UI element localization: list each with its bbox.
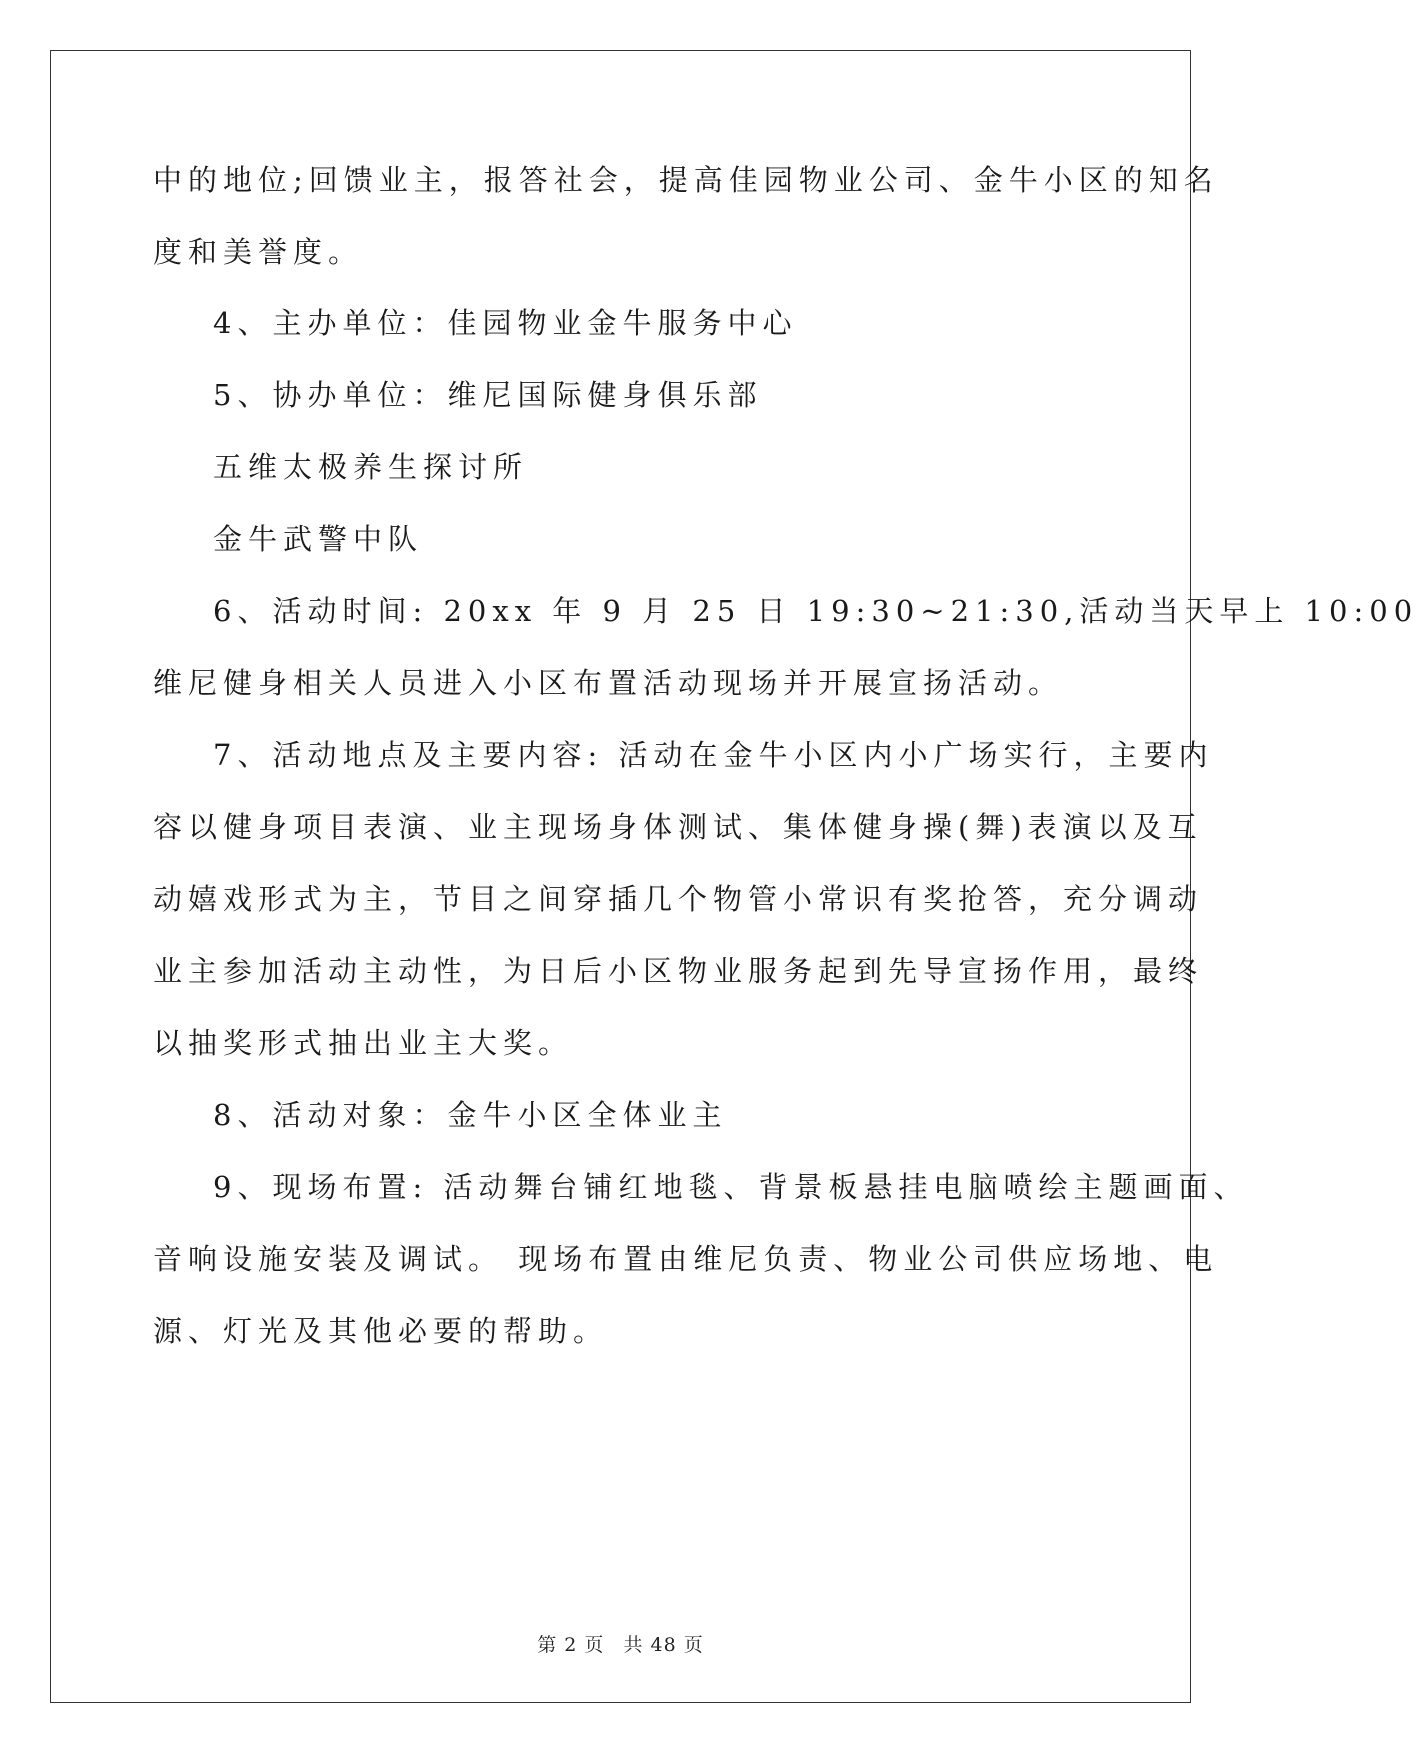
page-border — [50, 50, 1191, 1703]
paragraph-line: 容以健身项目表演、业主现场身体测试、集体健身操(舞)表演以及互 — [153, 810, 1203, 844]
paragraph-line: 5、协办单位：维尼国际健身俱乐部 — [213, 378, 763, 412]
paragraph-line: 8、活动对象：金牛小区全体业主 — [213, 1098, 728, 1132]
paragraph-line: 9、现场布置: 活动舞台铺红地毯、背景板悬挂电脑喷绘主题画面、 — [213, 1170, 1249, 1204]
paragraph-line: 以抽奖形式抽出业主大奖。 — [153, 1026, 574, 1060]
paragraph-line: 业主参加活动主动性，为日后小区物业服务起到先导宣扬作用，最终 — [153, 954, 1204, 988]
paragraph-line: 五维太极养生探讨所 — [213, 450, 529, 484]
paragraph-line: 7、活动地点及主要内容: 活动在金牛小区内小广场实行，主要内 — [213, 738, 1214, 772]
page-footer — [0, 1630, 1241, 1657]
paragraph-line: 6、活动时间: 20xx 年 9 月 25 日 19:30~21:30,活动当天早上 10:00 — [213, 594, 1418, 628]
paragraph-line: 中的地位;回馈业主，报答社会，提高佳园物业公司、金牛小区的知名 — [153, 163, 1219, 197]
paragraph-line: 金牛武警中队 — [213, 522, 424, 556]
paragraph-line: 动嬉戏形式为主，节目之间穿插几个物管小常识有奖抢答，充分调动 — [153, 882, 1204, 916]
paragraph-line: 维尼健身相关人员进入小区布置活动现场并开展宣扬活动。 — [153, 666, 1064, 700]
paragraph-line: 音响设施安装及调试。 现场布置由维尼负责、物业公司供应场地、电 — [153, 1242, 1219, 1276]
page-number: 第 2 页 — [537, 1634, 605, 1656]
paragraph-line: 源、灯光及其他必要的帮助。 — [153, 1314, 609, 1348]
paragraph-line: 度和美誉度。 — [153, 235, 364, 269]
paragraph-line: 4、主办单位：佳园物业金牛服务中心 — [213, 306, 798, 340]
page-total: 共 48 页 — [623, 1634, 704, 1656]
